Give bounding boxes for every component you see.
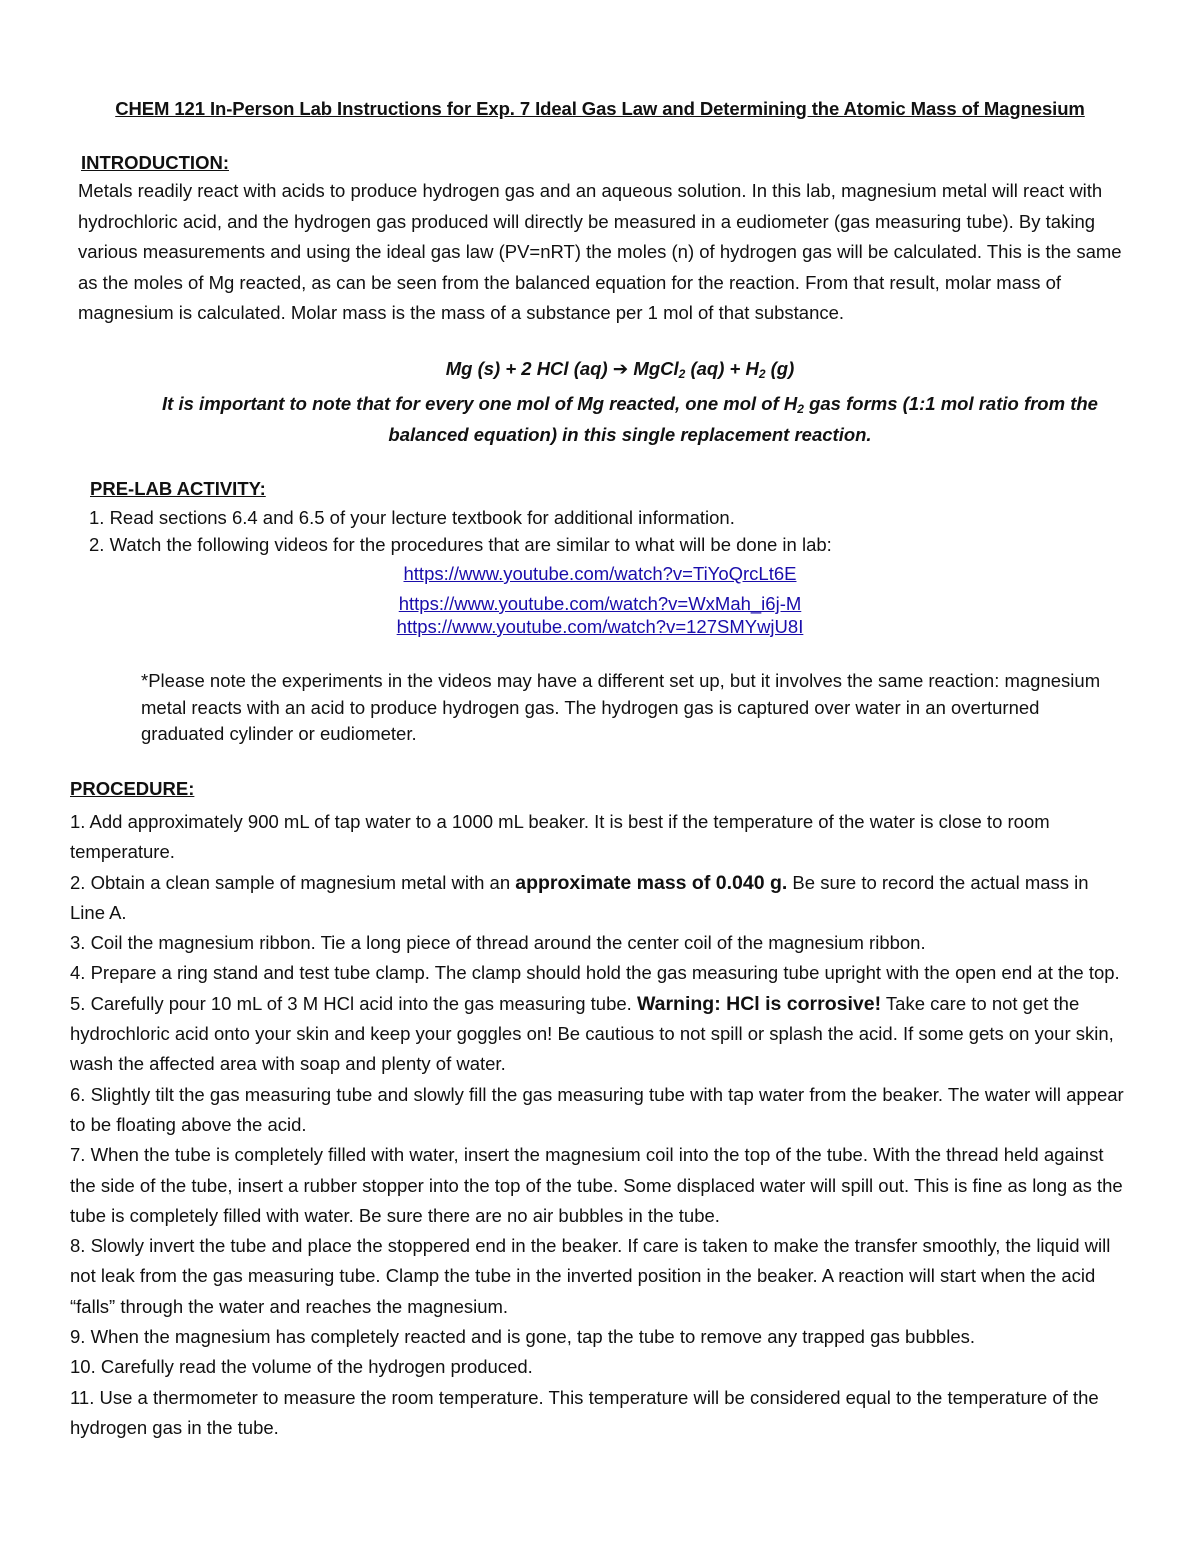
procedure-step-6: 6. Slightly tilt the gas measuring tube and slowly fill the gas measuring tube with tap water from the beaker. The water will appear to be floating above the acid. <box>70 1083 1124 1135</box>
procedure-step-3: 3. Coil the magnesium ribbon. Tie a long piece of thread around the center coil of the magnesium ribbon. <box>70 932 926 954</box>
list-item: 1. Read sections 6.4 and 6.5 of your lecture textbook for additional information. <box>89 507 735 528</box>
step-text: 2. Obtain a clean sample of magnesium metal with an <box>70 871 516 893</box>
approximate-mass-emphasis: approximate mass of 0.040 g. <box>515 871 788 894</box>
step-text: Be sure to record the actual mass in Line A. <box>70 871 1089 923</box>
introduction-heading: INTRODUCTION: <box>81 152 229 173</box>
procedure-step-4: 4. Prepare a ring stand and test tube clamp. The clamp should hold the gas measuring tube upright with the open end at the top. <box>70 962 1120 984</box>
equation-state: (g) <box>765 358 795 379</box>
step-text: 5. Carefully pour 10 mL of 3 M HCl acid into the gas measuring tube. <box>70 992 637 1014</box>
procedure-step-8: 8. Slowly invert the tube and place the stoppered end in the beaker. If care is taken to make the transfer smoothly, the liquid will not leak from the gas measuring tube. Clamp the tube in the inverted position in the beaker. A reaction will start when the acid “falls” through the water and reaches the magnesium. <box>70 1235 1111 1317</box>
equation-subscript-1: 2 <box>678 367 686 381</box>
procedure-step-9: 9. When the magnesium has completely reacted and is gone, tap the tube to remove any trapped gas bubbles. <box>70 1326 976 1348</box>
equation-reactants: Mg (s) + 2 HCl (aq) <box>445 358 613 379</box>
video-link-2[interactable]: https://www.youtube.com/watch?v=WxMah_i6j-M <box>398 593 802 614</box>
equation-product-2: (aq) + H <box>685 358 759 379</box>
procedure-step-10: 10. Carefully read the volume of the hydrogen produced. <box>70 1356 533 1378</box>
arrow-icon: ➔ <box>612 358 629 379</box>
procedure-step-5 <box>70 989 1128 1080</box>
note-text-2: gas forms (1:1 mol ratio from the balanced equation) in this single replacement reaction. <box>388 393 1098 445</box>
equation-subscript-2: 2 <box>758 367 766 381</box>
video-note: *Please note the experiments in the videos may have a different set up, but it involves the same reaction: magnesium metal reacts with an acid to produce hydrogen gas. The hydrogen gas is captured over water in an overturned graduated cylinder or eudiometer. <box>141 670 1101 744</box>
list-item: 2. Watch the following videos for the procedures that are similar to what will be done in lab: <box>89 534 832 555</box>
introduction-body: Metals readily react with acids to produce hydrogen gas and an aqueous solution. In this lab, magnesium metal will react with hydrochloric acid, and the hydrogen gas produced will directly be measured in a eudiometer (gas measuring tube). By taking various measurements and using the ideal gas law (PV=nRT) the moles (n) of hydrogen gas will be calculated. This is the same as the moles of Mg reacted, as can be seen from the balanced equation for the reaction. From that result, molar mass of magnesium is calculated. Molar mass is the mass of a substance per 1 mol of that substance. <box>78 180 1122 323</box>
document-title: CHEM 121 In-Person Lab Instructions for Exp. 7 Ideal Gas Law and Determining the Atomic Mass of Magnesium <box>115 98 1085 119</box>
procedure-step-1: 1. Add approximately 900 mL of tap water to a 1000 mL beaker. It is best if the temperature of the water is close to room temperature. <box>70 811 1050 863</box>
step-text: Take care to not get the hydrochloric acid onto your skin and keep your goggles on! Be cautious to not spill or splash the acid. If some gets on your skin, wash the affected area with soap and plenty of water. <box>70 992 1114 1075</box>
mol-ratio-note <box>135 389 1125 450</box>
video-link-1[interactable]: https://www.youtube.com/watch?v=TiYoQrcLt6E <box>403 563 797 584</box>
note-subscript: 2 <box>797 402 804 416</box>
introduction-paragraph <box>78 176 1128 329</box>
corrosive-warning: Warning: HCl is corrosive! <box>636 992 882 1015</box>
note-text-1: It is important to note that for every one mol of Mg reacted, one mol of H <box>162 393 798 414</box>
video-links <box>0 560 1200 641</box>
video-link-3[interactable]: https://www.youtube.com/watch?v=127SMYwjU8I <box>396 616 804 637</box>
reaction-equation <box>0 358 1200 380</box>
procedure-heading: PROCEDURE: <box>70 778 195 799</box>
equation-product-1: MgCl <box>628 358 679 379</box>
prelab-heading: PRE-LAB ACTIVITY: <box>90 478 266 499</box>
procedure-steps <box>70 807 1128 1443</box>
procedure-step-11: 11. Use a thermometer to measure the room temperature. This temperature will be considered equal to the temperature of the hydrogen gas in the tube. <box>70 1386 1099 1438</box>
prelab-list <box>89 504 1089 558</box>
procedure-step-7: 7. When the tube is completely filled with water, insert the magnesium coil into the top of the tube. With the thread held against the side of the tube, insert a rubber stopper into the top of the tube. Some displaced water will spill out. This is fine as long as the tube is completely filled with water. Be sure there are no air bubbles in the tube. <box>70 1144 1123 1226</box>
procedure-step-2 <box>70 868 1128 929</box>
